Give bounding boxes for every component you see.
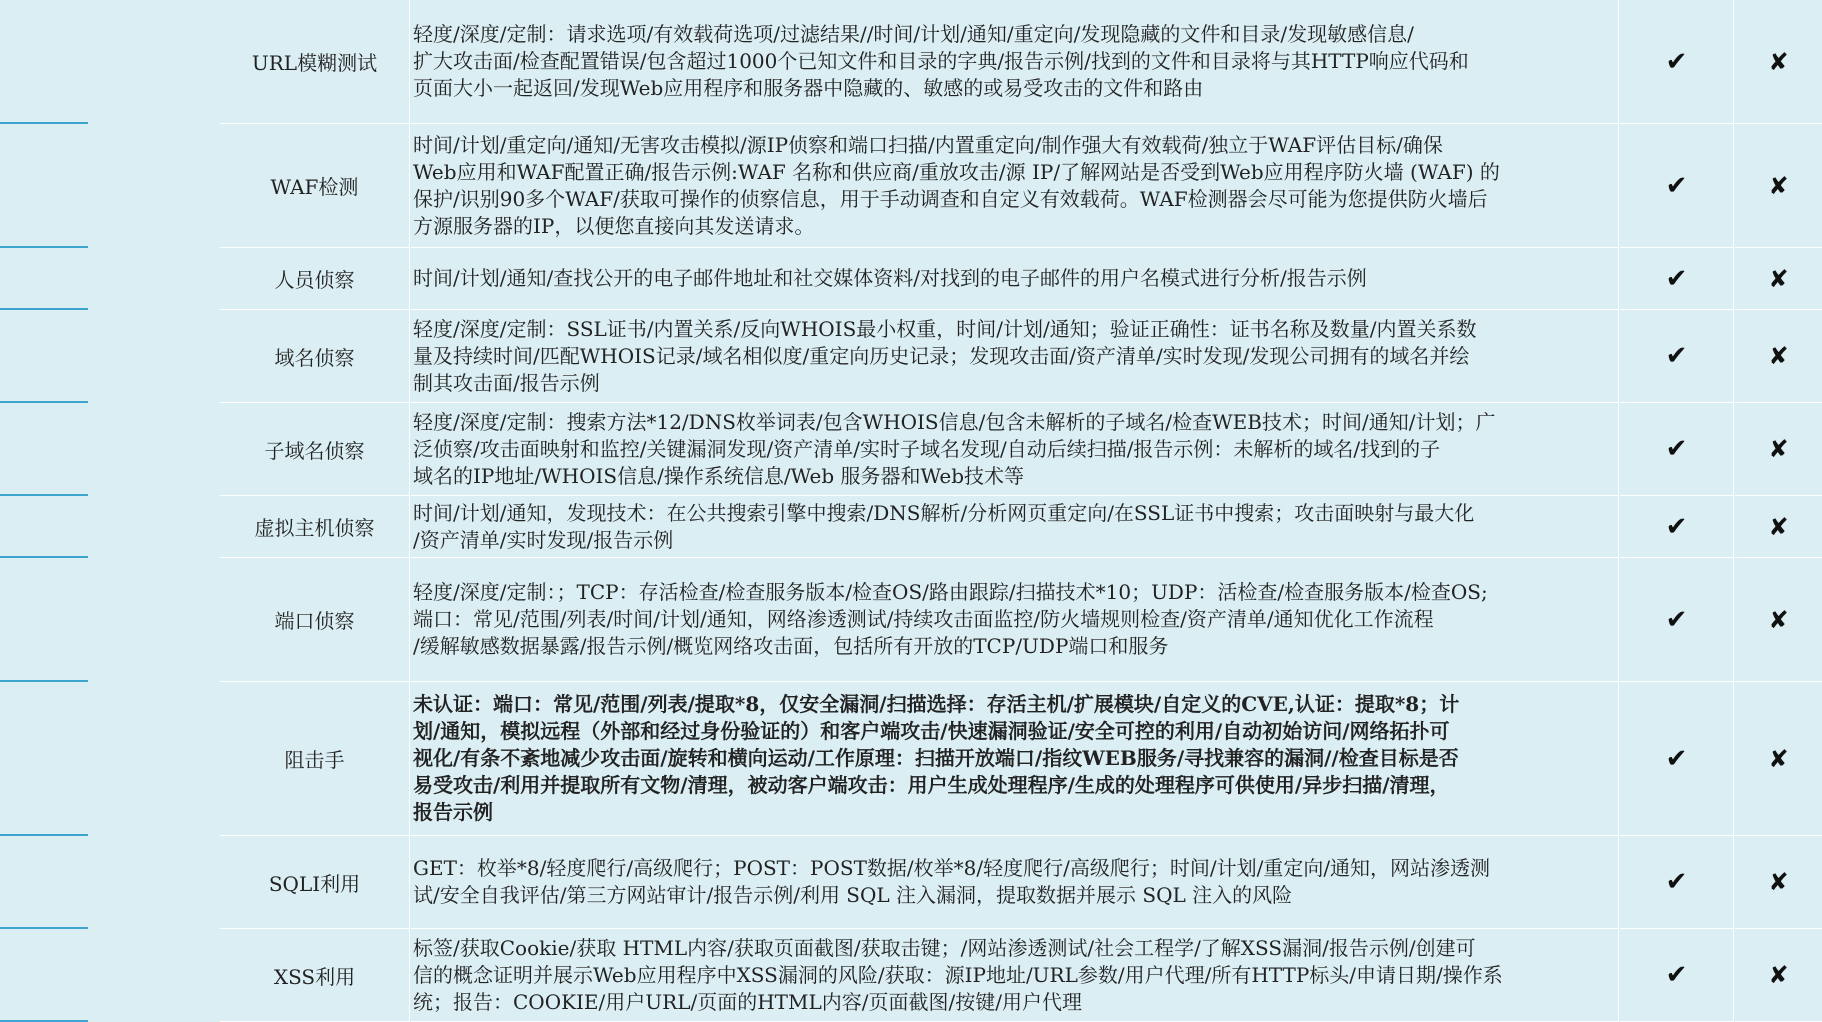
cross-icon: ✘ [1735, 403, 1822, 496]
check-icon: ✔ [1620, 248, 1734, 310]
feature-name: 域名侦察 [220, 310, 410, 403]
row-gutter [0, 558, 88, 682]
table-row [0, 248, 1822, 310]
cross-icon: ✘ [1735, 310, 1822, 403]
row-gutter [0, 496, 88, 558]
check-icon: ✔ [1620, 558, 1734, 682]
table-row [0, 310, 1822, 403]
feature-description: 轻度/深度/定制：请求选项/有效载荷选项/过滤结果//时间/计划/通知/重定向/发现隐藏的文件和目录/发现敏感信息/ 扩大攻击面/检查配置错误/包含超过1000个已知文件和目录的字典/报告示例/找到的文件和目录将与其HTTP响应代码和 页面大小一起返回/发现Web应用程序和服务器中隐藏的、敏感的或易受攻击的文件和路由 [411, 0, 1619, 124]
feature-description: 轻度/深度/定制：SSL证书/内置关系/反向WHOIS最小权重，时间/计划/通知；验证正确性：证书名称及数量/内置关系数 量及持续时间/匹配WHOIS记录/域名相似度/重定向历史记录；发现攻击面/资产清单/实时发现/发现公司拥有的域名并绘 制其攻击面/报告示例 [411, 310, 1619, 403]
row-gutter [0, 248, 88, 310]
feature-description: 未认证：端口：常见/范围/列表/提取*8，仅安全漏洞/扫描选择：存活主机/扩展模块/自定义的CVE,认证：提取*8；计 划/通知，模拟远程（外部和经过身份验证的）和客户端攻击/快速漏洞验证/安全可控的利用/自动初始访问/网络拓扑可 视化/有条不紊地减少攻击面/旋转和横向运动/工作原理：扫描开放端口/指纹WEB服务/寻找兼容的漏洞//检查目标是否 易受攻击/利用并提取所有文物/清理，被动客户端攻击：用户生成处理程序/生成的处理程序可供使用/异步扫描/清理， 报告示例 [411, 682, 1619, 836]
feature-name: 子域名侦察 [220, 403, 410, 496]
feature-description: 轻度/深度/定制：搜索方法*12/DNS枚举词表/包含WHOIS信息/包含未解析的子域名/检查WEB技术；时间/通知/计划；广 泛侦察/攻击面映射和监控/关键漏洞发现/资产清单/实时子域名发现/自动后续扫描/报告示例：未解析的域名/找到的子 域名的IP地址/WHOIS信息/操作系统信息/Web 服务器和Web技术等 [411, 403, 1619, 496]
table-row [0, 124, 1822, 248]
check-icon: ✔ [1620, 0, 1734, 124]
check-icon: ✔ [1620, 836, 1734, 929]
feature-description: 标签/获取Cookie/获取 HTML内容/获取页面截图/获取击键；/网站渗透测试/社会工程学/了解XSS漏洞/报告示例/创建可 信的概念证明并展示Web应用程序中XSS漏洞的风险/获取：源IP地址/URL参数/用户代理/所有HTTP标头/申请日期/操作系 统；报告：COOKIE/用户URL/页面的HTML内容/页面截图/按键/用户代理 [411, 929, 1619, 1022]
table-row [0, 836, 1822, 929]
row-gutter [0, 682, 88, 836]
cross-icon: ✘ [1735, 248, 1822, 310]
feature-description: GET：枚举*8/轻度爬行/高级爬行；POST：POST数据/枚举*8/轻度爬行/高级爬行；时间/计划/重定向/通知，网站渗透测 试/安全自我评估/第三方网站审计/报告示例/利用 SQL 注入漏洞，提取数据并展示 SQL 注入的风险 [411, 836, 1619, 929]
table-row [0, 496, 1822, 558]
feature-name: 人员侦察 [220, 248, 410, 310]
feature-name: 端口侦察 [220, 558, 410, 682]
row-gutter [0, 310, 88, 403]
row-gutter [0, 403, 88, 496]
feature-name: WAF检测 [220, 124, 410, 248]
feature-name: 虚拟主机侦察 [220, 496, 410, 558]
feature-description: 时间/计划/通知/查找公开的电子邮件地址和社交媒体资料/对找到的电子邮件的用户名模式进行分析/报告示例 [411, 248, 1619, 310]
cross-icon: ✘ [1735, 0, 1822, 124]
check-icon: ✔ [1620, 124, 1734, 248]
table-row [0, 682, 1822, 836]
row-gutter [0, 0, 88, 124]
cross-icon: ✘ [1735, 836, 1822, 929]
row-gutter [0, 836, 88, 929]
row-gutter [0, 124, 88, 248]
cross-icon: ✘ [1735, 929, 1822, 1022]
table-row [0, 929, 1822, 1022]
feature-description: 时间/计划/通知，发现技术：在公共搜索引擎中搜索/DNS解析/分析网页重定向/在SSL证书中搜索；攻击面映射与最大化 /资产清单/实时发现/报告示例 [411, 496, 1619, 558]
feature-name: XSS利用 [220, 929, 410, 1022]
feature-description: 轻度/深度/定制：；TCP：存活检查/检查服务版本/检查OS/路由跟踪/扫描技术*10；UDP：活检查/检查服务版本/检查OS; 端口：常见/范围/列表/时间/计划/通知，网络渗透测试/持续攻击面监控/防火墙规则检查/资产清单/通知优化工作流程 /缓解敏感数据暴露/报告示例/概览网络攻击面，包括所有开放的TCP/UDP端口和服务 [411, 558, 1619, 682]
feature-name: SQLI利用 [220, 836, 410, 929]
feature-name: URL模糊测试 [220, 0, 410, 124]
cross-icon: ✘ [1735, 496, 1822, 558]
check-icon: ✔ [1620, 403, 1734, 496]
feature-name: 阻击手 [220, 682, 410, 836]
table-row [0, 403, 1822, 496]
cross-icon: ✘ [1735, 124, 1822, 248]
table-row [0, 558, 1822, 682]
cross-icon: ✘ [1735, 558, 1822, 682]
check-icon: ✔ [1620, 496, 1734, 558]
check-icon: ✔ [1620, 929, 1734, 1022]
feature-description: 时间/计划/重定向/通知/无害攻击模拟/源IP侦察和端口扫描/内置重定向/制作强大有效载荷/独立于WAF评估目标/确保 Web应用和WAF配置正确/报告示例:WAF 名称和供应商/重放攻击/源 IP/了解网站是否受到Web应用程序防火墙 (WAF) 的 保护/识别90多个WAF/获取可操作的侦察信息，用于手动调查和自定义有效载荷。WAF检测器会尽可能为您提供防火墙后 方源服务器的IP，以便您直接向其发送请求。 [411, 124, 1619, 248]
cross-icon: ✘ [1735, 682, 1822, 836]
table-row [0, 0, 1822, 124]
row-gutter [0, 929, 88, 1022]
check-icon: ✔ [1620, 682, 1734, 836]
check-icon: ✔ [1620, 310, 1734, 403]
